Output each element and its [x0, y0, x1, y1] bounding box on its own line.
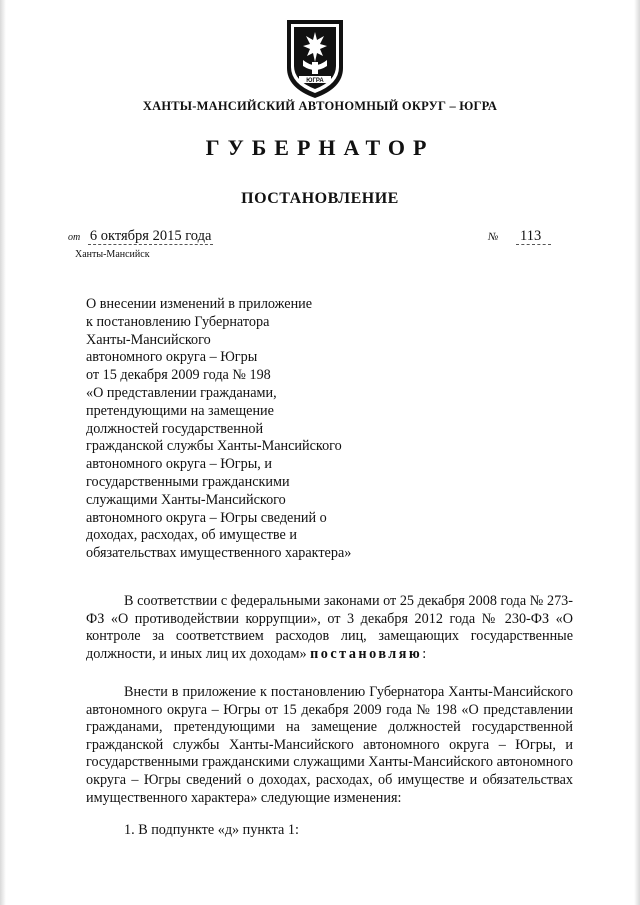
subject-line: автономного округа – Югры [86, 349, 258, 366]
authority-title: ГУБЕРНАТОР [205, 135, 435, 160]
decree-colon: : [422, 645, 427, 662]
subject-block [86, 296, 406, 563]
preamble-paragraph [86, 593, 573, 663]
subject-line: государственными гражданскими [86, 473, 290, 490]
subject-line: О внесении изменений в приложение [86, 296, 313, 312]
subject-line: обязательствах имущественного характера» [86, 545, 352, 562]
coat-of-arms-emblem [279, 16, 351, 100]
document-type: ПОСТАНОВЛЕНИЕ [241, 190, 399, 207]
subject-line: от 15 декабря 2009 года № 198 [86, 367, 271, 384]
subject-line: «О представлении гражданами, [86, 384, 277, 401]
document-number: 113 [516, 228, 551, 245]
number-line [488, 228, 551, 245]
subject-line: автономного округа – Югры сведений о [86, 509, 327, 526]
subject-line: должностей государственной [86, 420, 264, 437]
decree-word: постановляю [310, 645, 423, 662]
date-line [68, 228, 213, 245]
document-date: 6 октября 2015 года [89, 228, 212, 244]
amendment-paragraph: Внести в приложение к постановлению Губернатора Ханты-Мансийского автономного округа – Югры от 15 декабря 2009 года № 198 «О представлении гражданами, претендующими на замещение должностей государственной гражданской службы Ханты-Мансийского автономного округа – Югры, и государственными гражданскими служащими Ханты-Мансийского автономного округа – Югры сведений о доходах, расходах, об имуществе и обязательствах имущественного характера» следующие изменения: [86, 684, 573, 806]
subject-line: служащими Ханты-Мансийского [86, 491, 286, 508]
number-prefix: № [488, 231, 499, 243]
city-name: Ханты-Мансийск [75, 249, 150, 260]
emblem-text: ЮГРА [306, 78, 324, 84]
preamble-text: В соответствии с федеральными законами от 25 декабря 2008 года № 273-ФЗ «О противодействии коррупции», от 3 декабря 2012 года № 230-ФЗ «О контроле за соответствием расходов лиц, замещающих государственные должности, и иных лиц их доходам» [86, 593, 573, 662]
date-prefix: от [68, 232, 81, 243]
subject-line: автономного округа – Югры, и [86, 456, 272, 473]
region-name: ХАНТЫ-МАНСИЙСКИЙ АВТОНОМНЫЙ ОКРУГ – ЮГРА [142, 99, 498, 113]
item-1-heading: 1. В подпункте «д» пункта 1: [124, 822, 299, 838]
subject-line: доходах, расходах, об имуществе и [86, 527, 297, 544]
subject-line: гражданской службы Ханты-Мансийского [86, 438, 342, 455]
subject-line: Ханты-Мансийского [86, 331, 211, 348]
subject-line: к постановлению Губернатора [86, 313, 270, 330]
subject-line: претендующими на замещение [86, 402, 274, 419]
